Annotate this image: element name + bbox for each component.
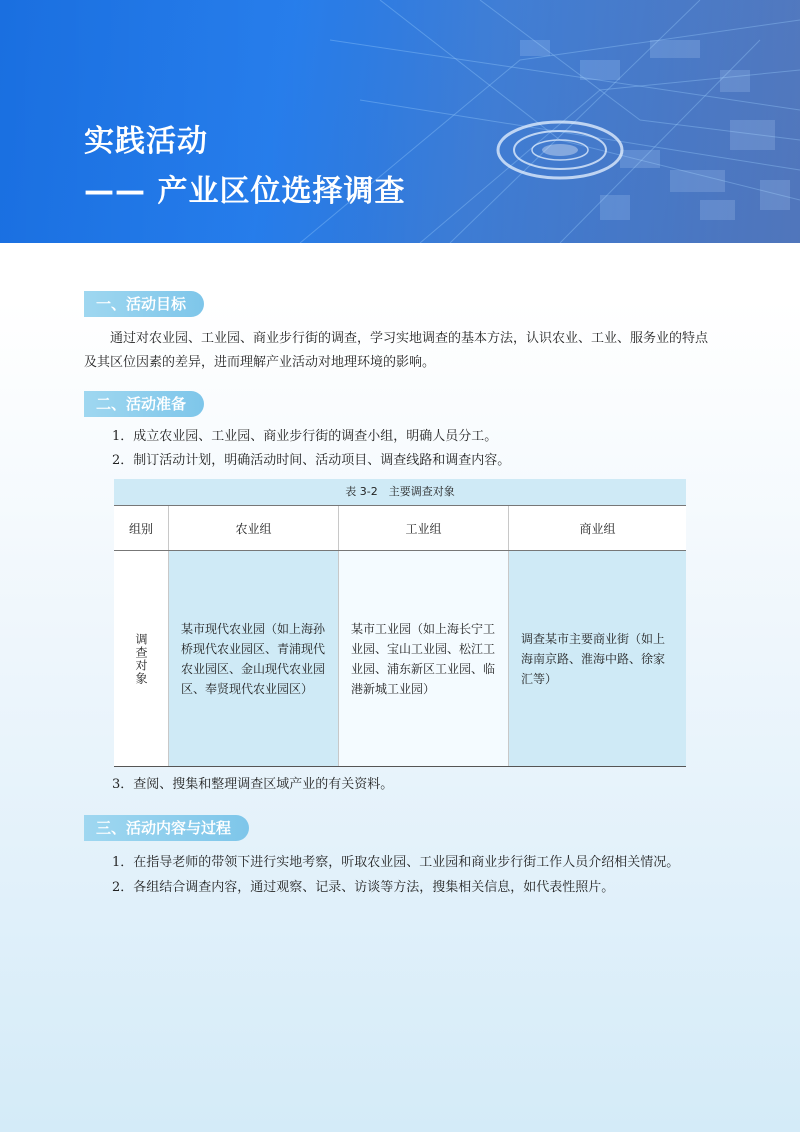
banner-subtitle: —— 产业区位选择调查 bbox=[84, 174, 406, 209]
prep-item-3: 3．查阅、搜集和整理调查区域产业的有关资料。 bbox=[112, 777, 394, 792]
table-caption: 表 3-2 主要调查对象 bbox=[114, 479, 686, 506]
header-commerce: 商业组 bbox=[579, 521, 616, 536]
cell-commerce: 调查某市主要商业街（如上海南京路、淮海中路、徐家汇等） bbox=[509, 551, 686, 766]
row-label-cell bbox=[114, 551, 169, 766]
cell-industry: 某市工业园（如上海长宁工业园、宝山工业园、松江工业园、浦东新区工业园、临港新城工业园） bbox=[339, 551, 509, 766]
header-agriculture: 农业组 bbox=[169, 506, 339, 550]
row-label: 调查对象 bbox=[134, 632, 148, 685]
prep-item-2: 2．制订活动计划，明确活动时间、活动项目、调查线路和调查内容。 bbox=[112, 453, 511, 468]
section-heading-goal: 一、活动目标 bbox=[84, 291, 204, 317]
prep-item-1: 1．成立农业园、工业园、商业步行街的调查小组，明确人员分工。 bbox=[112, 429, 498, 444]
header-banner bbox=[0, 0, 800, 243]
header-group: 组别 bbox=[114, 506, 169, 550]
survey-table bbox=[114, 479, 686, 767]
goal-paragraph bbox=[84, 327, 720, 375]
header-industry: 工业组 bbox=[339, 506, 509, 550]
goal-text: 通过对农业园、工业园、商业步行街的调查，学习实地调查的基本方法，认识农业、工业、服务业的特点及其区位因素的差异，进而理解产业活动对地理环境的影响。 bbox=[84, 331, 709, 370]
process-item-1: 1．在指导老师的带领下进行实地考察，听取农业园、工业园和商业步行街工作人员介绍相关情况。 bbox=[112, 855, 680, 870]
cell-agriculture: 某市现代农业园（如上海孙桥现代农业园区、青浦现代农业园区、金山现代农业园区、奉贤现代农业园区） bbox=[169, 551, 339, 766]
process-item-2: 2．各组结合调查内容，通过观察、记录、访谈等方法，搜集相关信息，如代表性照片。 bbox=[112, 880, 615, 895]
table-row bbox=[114, 551, 686, 767]
banner-title: 实践活动 bbox=[84, 124, 208, 159]
section-heading-prep: 二、活动准备 bbox=[84, 391, 204, 417]
section-heading-process: 三、活动内容与过程 bbox=[84, 815, 249, 841]
table-header-row bbox=[114, 506, 686, 551]
